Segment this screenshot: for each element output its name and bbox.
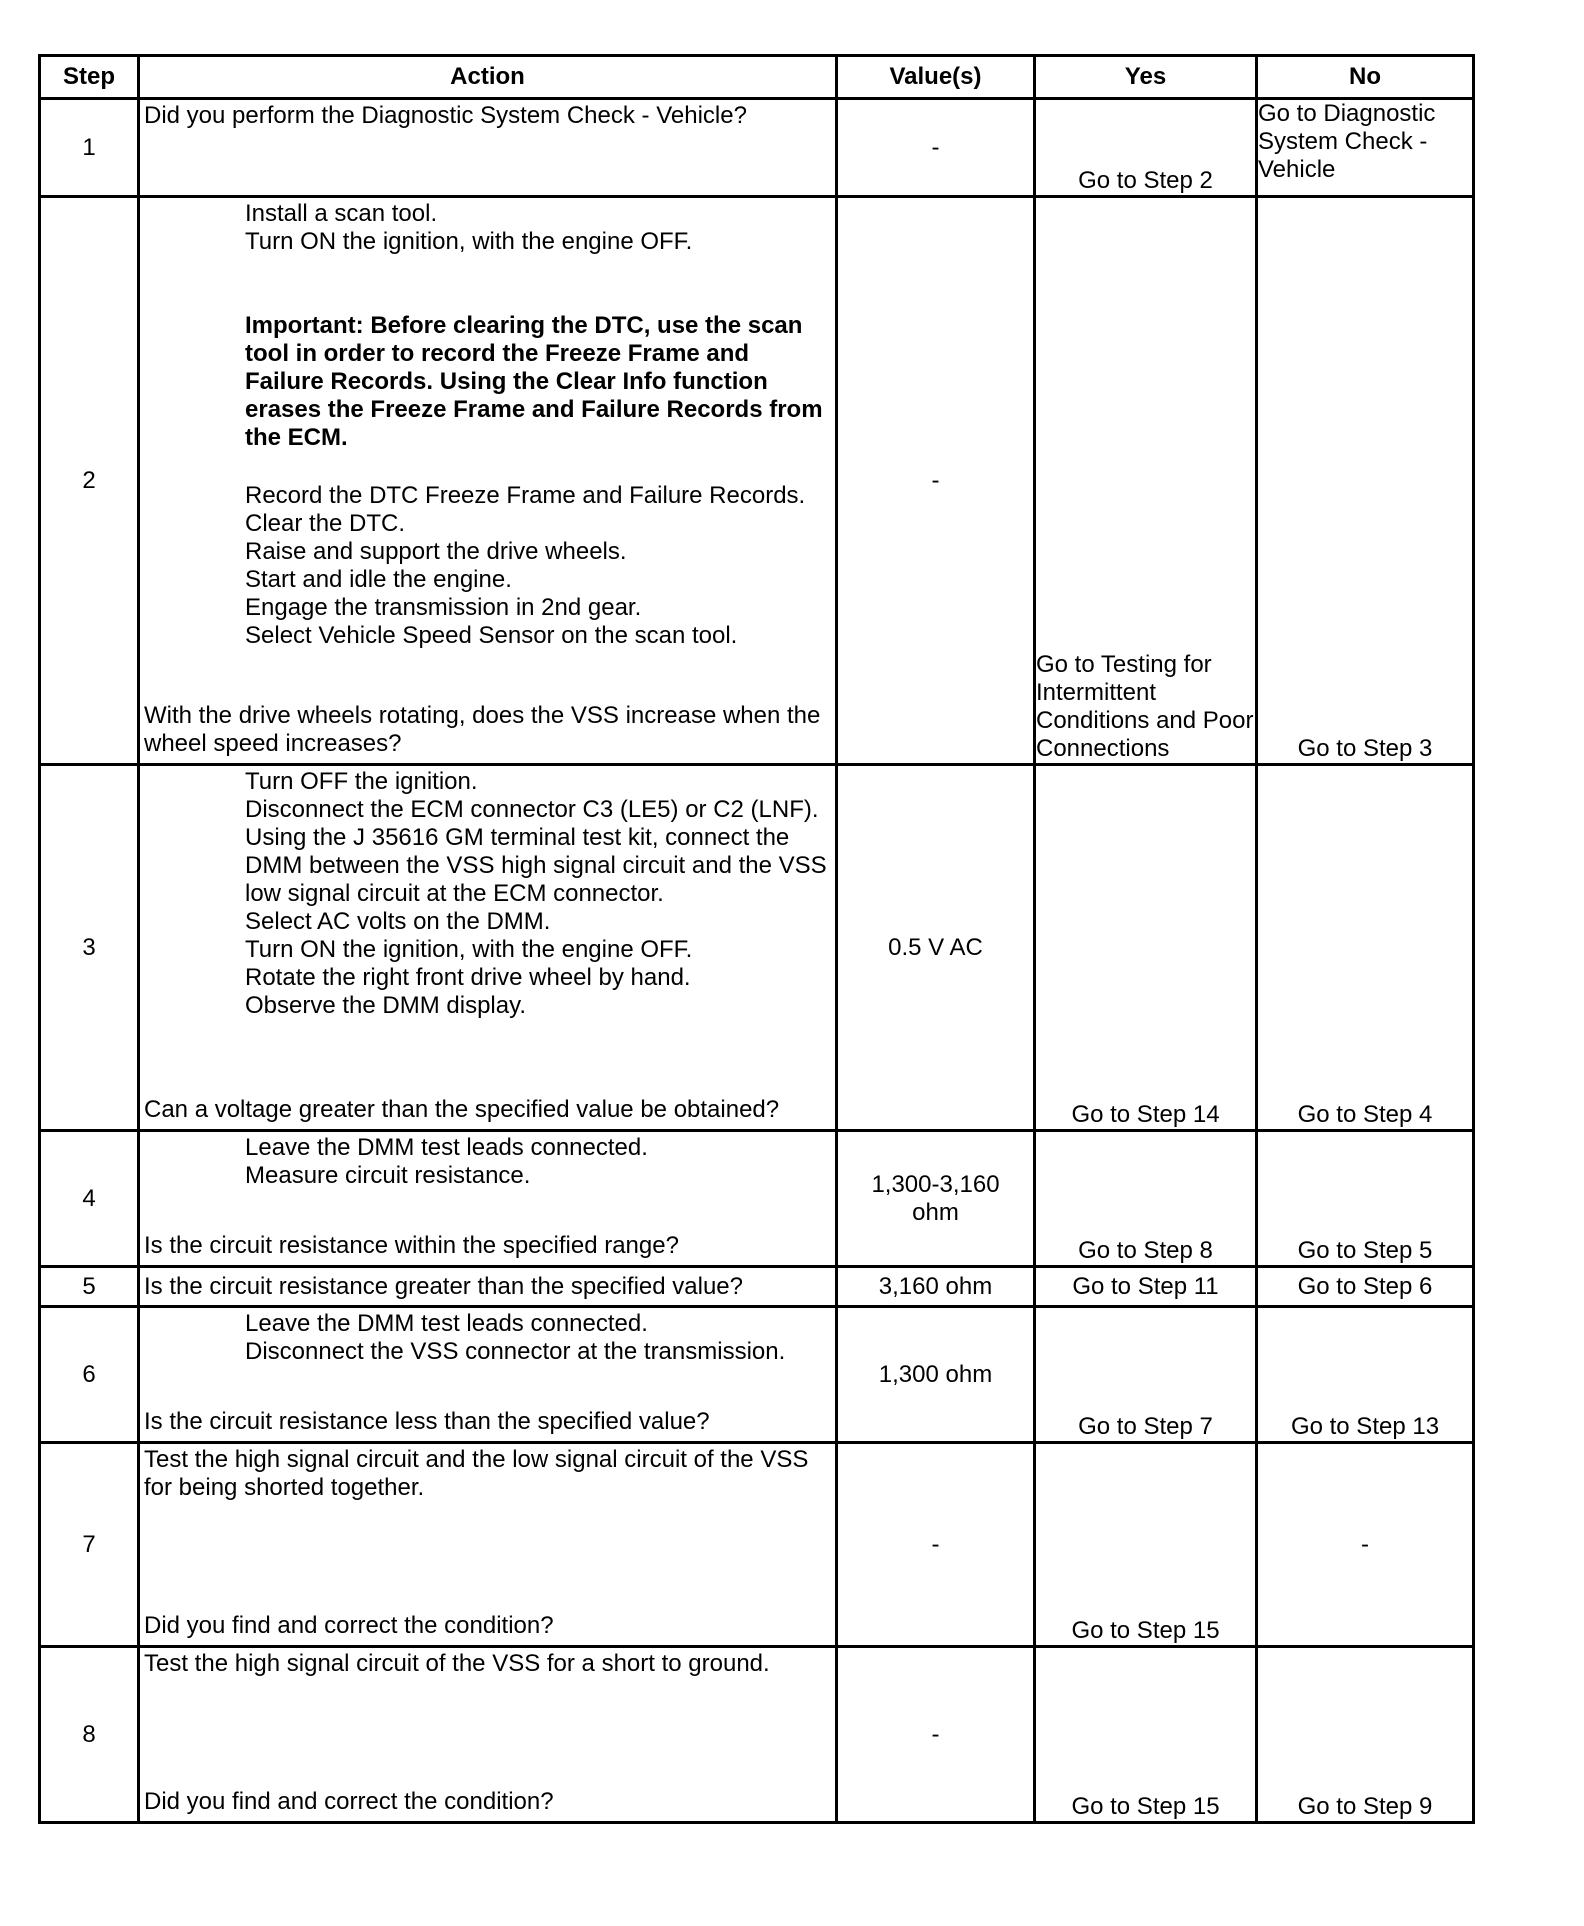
substep: Disconnect the ECM connector C3 (LE5) or C2 (LNF). bbox=[245, 796, 819, 823]
no-cell: Go to Step 4 bbox=[1257, 765, 1474, 1131]
step-number: 8 bbox=[40, 1647, 139, 1823]
table-row bbox=[40, 197, 1474, 765]
no-cell: Go to Step 9 bbox=[1257, 1647, 1474, 1823]
value-cell: - bbox=[837, 1647, 1035, 1823]
action-cell bbox=[139, 99, 837, 197]
substep: Record the DTC Freeze Frame and Failure Records. bbox=[245, 482, 806, 509]
table-row bbox=[40, 1443, 1474, 1647]
no-cell: Go to Diagnostic System Check - Vehicle bbox=[1257, 99, 1474, 197]
action-cell bbox=[139, 1443, 837, 1647]
substep: Turn ON the ignition, with the engine OFF. bbox=[245, 228, 693, 255]
yes-cell: Go to Step 11 bbox=[1035, 1267, 1257, 1307]
yes-cell: Go to Step 7 bbox=[1035, 1307, 1257, 1443]
yes-cell: Go to Testing for Intermittent Conditions and Poor Connections bbox=[1035, 197, 1257, 765]
substep: Leave the DMM test leads connected. bbox=[245, 1134, 648, 1161]
table-row bbox=[40, 1267, 1474, 1307]
diagnostic-table bbox=[38, 54, 1475, 1824]
substep-list bbox=[144, 200, 829, 650]
substep-list bbox=[144, 768, 829, 1020]
question-text: Is the circuit resistance within the specified range? bbox=[144, 1232, 679, 1259]
value-cell: - bbox=[837, 197, 1035, 765]
action-cell bbox=[139, 1307, 837, 1443]
yes-cell: Go to Step 2 bbox=[1035, 99, 1257, 197]
action-cell bbox=[139, 197, 837, 765]
substep: Observe the DMM display. bbox=[245, 992, 526, 1019]
action-cell bbox=[139, 1267, 837, 1307]
table-row bbox=[40, 99, 1474, 197]
value-cell: - bbox=[837, 99, 1035, 197]
header-yes: Yes bbox=[1035, 56, 1257, 99]
no-cell: Go to Step 3 bbox=[1257, 197, 1474, 765]
substep: Measure circuit resistance. bbox=[245, 1162, 531, 1189]
step-number: 1 bbox=[40, 99, 139, 197]
value-cell: - bbox=[837, 1443, 1035, 1647]
substep: Disconnect the VSS connector at the transmission. bbox=[245, 1338, 786, 1365]
question-text: Is the circuit resistance less than the specified value? bbox=[144, 1408, 710, 1435]
action-cell bbox=[139, 1131, 837, 1267]
value-cell: 1,300 ohm bbox=[837, 1307, 1035, 1443]
no-cell: Go to Step 5 bbox=[1257, 1131, 1474, 1267]
step-number: 2 bbox=[40, 197, 139, 765]
step-number: 7 bbox=[40, 1443, 139, 1647]
substep: Using the J 35616 GM terminal test kit, connect the DMM between the VSS high signal circuit and the VSS low signal circuit at the ECM connector. bbox=[245, 824, 827, 907]
value-cell: 0.5 V AC bbox=[837, 765, 1035, 1131]
substep: Start and idle the engine. bbox=[245, 566, 512, 593]
table-row bbox=[40, 765, 1474, 1131]
header-action: Action bbox=[139, 56, 837, 99]
action-text: Did you perform the Diagnostic System Check - Vehicle? bbox=[144, 102, 747, 129]
question-text: Did you find and correct the condition? bbox=[144, 1612, 554, 1639]
yes-cell: Go to Step 8 bbox=[1035, 1131, 1257, 1267]
substep-list bbox=[144, 1134, 829, 1190]
substep: Leave the DMM test leads connected. bbox=[245, 1310, 648, 1337]
yes-cell: Go to Step 15 bbox=[1035, 1647, 1257, 1823]
question-text: Is the circuit resistance greater than the specified value? bbox=[144, 1272, 743, 1300]
table-row bbox=[40, 1307, 1474, 1443]
no-cell: Go to Step 13 bbox=[1257, 1307, 1474, 1443]
question-text: Did you find and correct the condition? bbox=[144, 1788, 554, 1815]
important-note: Important: Before clearing the DTC, use the scan tool in order to record the Freeze Frame and Failure Records. Using the Clear Info function erases the Freeze Frame and Failure Records from the ECM. bbox=[245, 312, 823, 451]
action-text: Test the high signal circuit of the VSS for a short to ground. bbox=[144, 1650, 770, 1677]
header-value: Value(s) bbox=[837, 56, 1035, 99]
yes-cell: Go to Step 14 bbox=[1035, 765, 1257, 1131]
substep-list bbox=[144, 1310, 829, 1366]
no-cell: Go to Step 6 bbox=[1257, 1267, 1474, 1307]
header-row bbox=[40, 56, 1474, 99]
header-no: No bbox=[1257, 56, 1474, 99]
substep: Clear the DTC. bbox=[245, 510, 406, 537]
yes-cell: Go to Step 15 bbox=[1035, 1443, 1257, 1647]
no-cell: - bbox=[1257, 1443, 1474, 1647]
question-text: Can a voltage greater than the specified value be obtained? bbox=[144, 1096, 780, 1123]
question-text: With the drive wheels rotating, does the VSS increase when the wheel speed increases? bbox=[144, 702, 821, 757]
substep: Select AC volts on the DMM. bbox=[245, 908, 551, 935]
table-row bbox=[40, 1647, 1474, 1823]
value-cell: 1,300-3,160 ohm bbox=[837, 1131, 1035, 1267]
value-cell: 3,160 ohm bbox=[837, 1267, 1035, 1307]
substep: Turn OFF the ignition. bbox=[245, 768, 478, 795]
step-number: 4 bbox=[40, 1131, 139, 1267]
table-row bbox=[40, 1131, 1474, 1267]
substep: Install a scan tool. bbox=[245, 200, 438, 227]
action-cell bbox=[139, 1647, 837, 1823]
action-cell bbox=[139, 765, 837, 1131]
header-step: Step bbox=[40, 56, 139, 99]
substep: Engage the transmission in 2nd gear. bbox=[245, 594, 642, 621]
step-number: 5 bbox=[40, 1267, 139, 1307]
substep: Select Vehicle Speed Sensor on the scan tool. bbox=[245, 622, 738, 649]
step-number: 3 bbox=[40, 765, 139, 1131]
substep: Raise and support the drive wheels. bbox=[245, 538, 627, 565]
substep: Turn ON the ignition, with the engine OFF. bbox=[245, 936, 693, 963]
step-number: 6 bbox=[40, 1307, 139, 1443]
action-text: Test the high signal circuit and the low signal circuit of the VSS for being shorted together. bbox=[144, 1446, 809, 1501]
substep: Rotate the right front drive wheel by hand. bbox=[245, 964, 691, 991]
